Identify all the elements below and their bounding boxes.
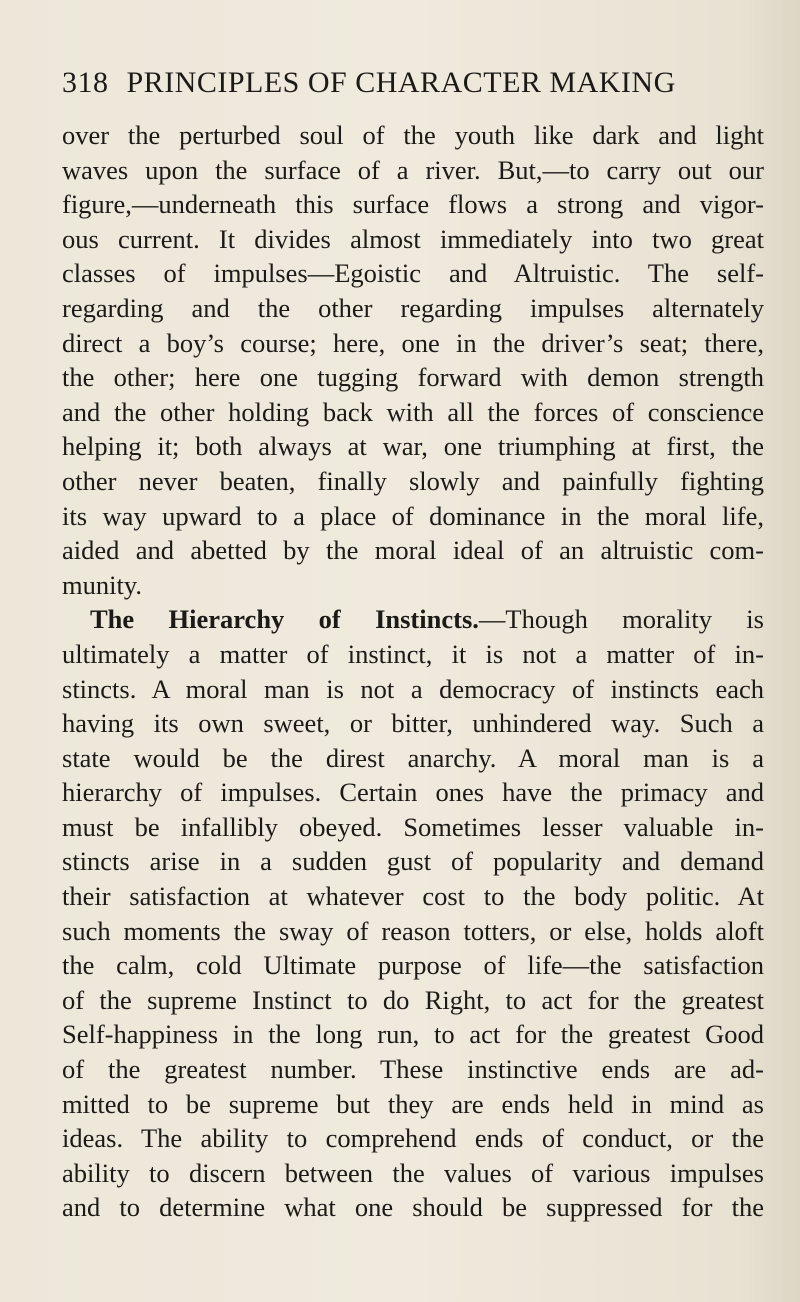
text-line: munity. bbox=[62, 569, 142, 600]
text-line: hierarchy of impulses. Certain ones have the primacy and bbox=[62, 777, 764, 808]
text-line: the other; here one tugging forward with demon strength bbox=[62, 362, 764, 393]
text-line: must be infallibly obeyed. Sometimes lesser valuable in- bbox=[62, 811, 764, 842]
body-text bbox=[62, 118, 764, 1225]
text-line: waves upon the surface of a river. But,—to carry out our bbox=[62, 154, 764, 185]
section-heading: The Hierarchy of Instincts. bbox=[90, 604, 479, 635]
section-first-line bbox=[62, 602, 764, 637]
text-line: ultimately a matter of instinct, it is not a matter of in- bbox=[62, 638, 764, 669]
page-number: 318 bbox=[62, 66, 109, 99]
text-line: their satisfaction at whatever cost to the body politic. At bbox=[62, 881, 764, 912]
section-first-line-text: —Though morality is bbox=[478, 604, 764, 635]
text-line: direct a boy’s course; here, one in the driver’s seat; there, bbox=[62, 327, 764, 358]
text-line: having its own sweet, or bitter, unhindered way. Such a bbox=[62, 708, 764, 739]
text-line: the calm, cold Ultimate purpose of life—the satisfaction bbox=[62, 950, 764, 981]
text-line: Self-happiness in the long run, to act for the greatest Good bbox=[62, 1019, 764, 1050]
text-line: regarding and the other regarding impulses alternately bbox=[62, 292, 764, 323]
text-line: stincts. A moral man is not a democracy of instincts each bbox=[62, 673, 764, 704]
text-line: of the supreme Instinct to do Right, to act for the greatest bbox=[62, 984, 764, 1015]
text-line: stincts arise in a sudden gust of popularity and demand bbox=[62, 846, 764, 877]
text-line: and the other holding back with all the forces of conscience bbox=[62, 396, 764, 427]
text-line: state would be the direst anarchy. A moral man is a bbox=[62, 742, 764, 773]
text-line: ous current. It divides almost immediately into two great bbox=[62, 223, 764, 254]
text-line: over the perturbed soul of the youth like dark and light bbox=[62, 120, 764, 150]
running-title: PRINCIPLES OF CHARACTER MAKING bbox=[126, 66, 676, 99]
text-line: classes of impulses—Egoistic and Altruistic. The self- bbox=[62, 258, 764, 289]
text-line: mitted to be supreme but they are ends held in mind as bbox=[62, 1088, 764, 1119]
text-line: its way upward to a place of dominance in the moral life, bbox=[62, 500, 764, 531]
text-line: and to determine what one should be suppressed for the bbox=[62, 1192, 764, 1223]
text-line: of the greatest number. These instinctive ends are ad- bbox=[62, 1054, 764, 1085]
text-line: ability to discern between the values of various impulses bbox=[62, 1157, 764, 1188]
page-header bbox=[62, 66, 676, 100]
text-line: such moments the sway of reason totters, or else, holds aloft bbox=[62, 915, 764, 946]
text-line: figure,—underneath this surface flows a strong and vigor- bbox=[62, 189, 764, 220]
text-line: ideas. The ability to comprehend ends of conduct, or the bbox=[62, 1123, 764, 1154]
text-line: other never beaten, finally slowly and painfully fighting bbox=[62, 465, 764, 496]
text-line: helping it; both always at war, one triumphing at first, the bbox=[62, 431, 764, 462]
text-line: aided and abetted by the moral ideal of an altruistic com- bbox=[62, 535, 764, 566]
